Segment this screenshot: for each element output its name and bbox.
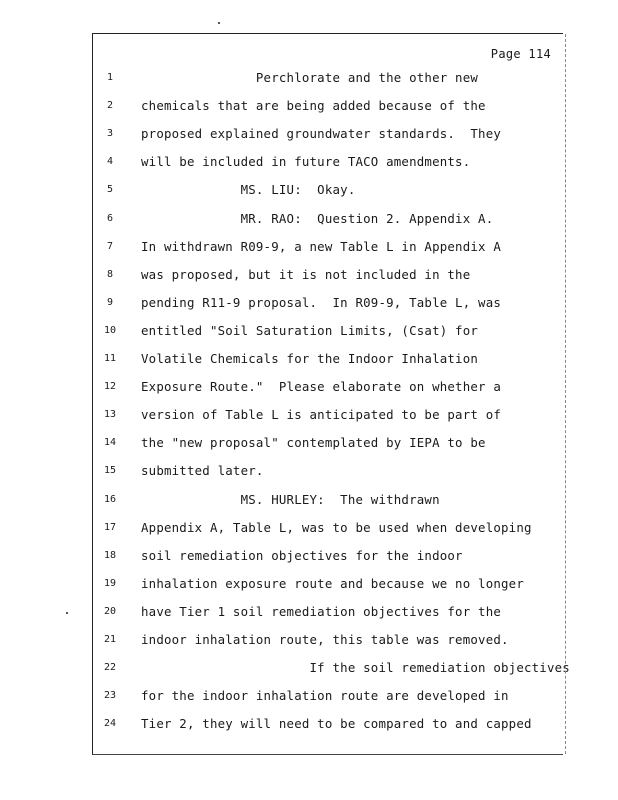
line-text: In withdrawn R09-9, a new Table L in Appendix A — [141, 238, 502, 254]
transcript-line — [93, 574, 563, 594]
line-text: entitled "Soil Saturation Limits, (Csat) for — [141, 322, 479, 338]
transcript-line — [93, 96, 563, 116]
line-text: pending R11-9 proposal. In R09-9, Table L, was — [141, 294, 502, 310]
line-number: 3 — [106, 128, 114, 140]
line-text: was proposed, but it is not included in the — [141, 266, 471, 282]
line-number: 15 — [103, 465, 117, 477]
line-text: Volatile Chemicals for the Indoor Inhalation — [141, 351, 479, 366]
transcript-line — [93, 321, 563, 341]
line-number: 4 — [106, 156, 114, 168]
line-number: 2 — [106, 100, 114, 112]
line-number: 19 — [103, 577, 117, 589]
line-text: version of Table L is anticipated to be part of — [141, 407, 502, 423]
line-text: the "new proposal" contemplated by IEPA to be — [141, 435, 486, 451]
line-text: will be included in future TACO amendments. — [141, 154, 471, 170]
line-number: 7 — [106, 240, 114, 252]
transcript-line — [93, 293, 563, 313]
transcript-line — [93, 152, 563, 172]
line-number: 13 — [103, 409, 117, 421]
line-number: 18 — [103, 549, 117, 561]
line-text: Perchlorate and the other new — [141, 70, 479, 85]
transcript-line — [93, 433, 563, 453]
line-text: proposed explained groundwater standards. They — [141, 126, 502, 142]
line-number: 10 — [103, 324, 117, 336]
line-text: Exposure Route." Please elaborate on whether a — [141, 379, 502, 395]
line-text: submitted later. — [141, 463, 264, 479]
line-number: 12 — [103, 381, 117, 393]
transcript-line — [93, 630, 563, 650]
transcript-line — [93, 237, 563, 257]
transcript-line — [93, 686, 563, 706]
line-text: chemicals that are being added because of the — [141, 98, 486, 114]
scan-speck — [218, 22, 220, 24]
scan-speck — [66, 612, 68, 614]
line-number: 1 — [106, 72, 114, 83]
transcript-page — [92, 33, 570, 755]
transcript-line — [93, 209, 563, 229]
line-text: MS. LIU: Okay. — [141, 182, 356, 198]
transcript-line — [93, 490, 563, 510]
line-number: 14 — [103, 437, 117, 449]
line-number: 23 — [103, 690, 117, 702]
line-number: 9 — [106, 296, 114, 308]
line-text: for the indoor inhalation route are developed in — [141, 688, 509, 704]
line-number: 8 — [106, 268, 114, 280]
transcript-line — [93, 68, 563, 88]
line-number: 5 — [106, 184, 114, 196]
transcript-line — [93, 602, 563, 622]
transcript-line — [93, 180, 563, 200]
line-number: 6 — [106, 212, 114, 224]
line-number: 16 — [103, 493, 117, 505]
transcript-line — [93, 714, 563, 734]
transcript-line — [93, 518, 563, 538]
line-text: MR. RAO: Question 2. Appendix A. — [141, 210, 494, 226]
line-text: Appendix A, Table L, was to be used when developing — [141, 519, 532, 535]
transcript-line — [93, 265, 563, 285]
line-text: inhalation exposure route and because we no longer — [141, 575, 524, 591]
line-number: 22 — [103, 662, 117, 674]
transcript-line — [93, 405, 563, 425]
line-text: soil remediation objectives for the indoor — [141, 547, 463, 563]
transcript-line — [93, 546, 563, 566]
transcript-line — [93, 658, 570, 678]
line-number: 17 — [103, 521, 117, 533]
transcript-lines — [93, 34, 570, 754]
line-text: indoor inhalation route, this table was removed. — [141, 632, 509, 647]
line-number: 21 — [103, 634, 117, 645]
transcript-line — [93, 124, 563, 144]
line-text: If the soil remediation objectives — [141, 660, 570, 676]
line-number: 11 — [103, 353, 117, 364]
transcript-line — [93, 377, 563, 397]
line-number: 24 — [103, 718, 117, 730]
page-number: Page 114 — [490, 47, 551, 61]
line-text: MS. HURLEY: The withdrawn — [141, 491, 440, 507]
line-number: 20 — [103, 605, 117, 617]
transcript-line — [93, 461, 563, 481]
line-text: have Tier 1 soil remediation objectives for the — [141, 603, 502, 619]
line-text: Tier 2, they will need to be compared to and capped — [141, 716, 532, 732]
transcript-line — [93, 349, 563, 369]
